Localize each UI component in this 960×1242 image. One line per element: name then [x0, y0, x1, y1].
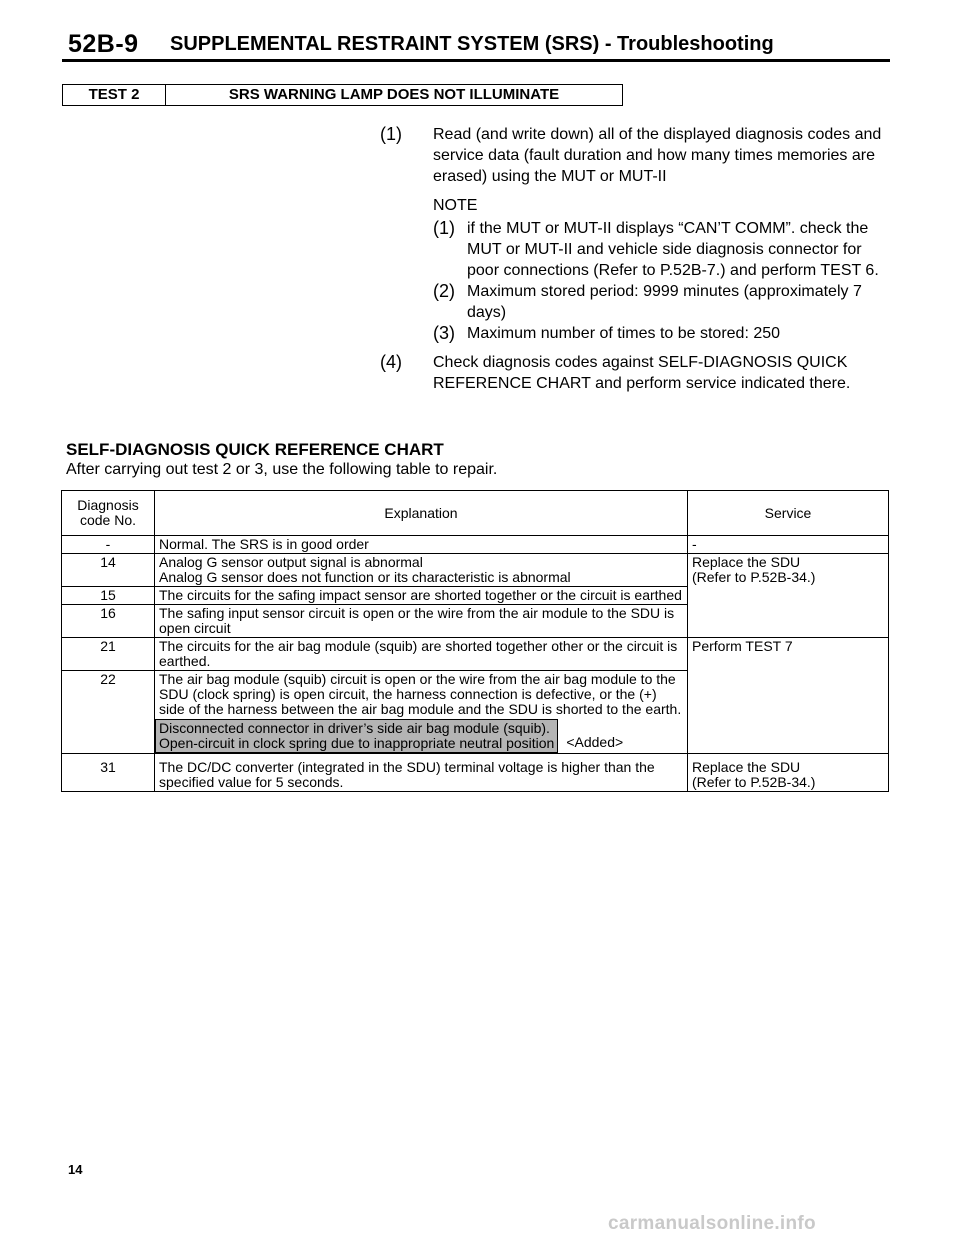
- footer-page-number: 14: [68, 1162, 83, 1177]
- code-cell: 31: [62, 754, 155, 792]
- added-highlight: [155, 719, 558, 753]
- step-text: Read (and write down) all of the displayed diagnosis codes and service data (fault duration and how many times memories are erased) using the MUT or MUT-II: [433, 126, 882, 185]
- table-row: [62, 536, 889, 554]
- page-title: SUPPLEMENTAL RESTRAINT SYSTEM (SRS) - Troubleshooting: [170, 33, 774, 55]
- explanation-cell: The circuits for the safing impact sensor are shorted together or the circuit is earthed: [155, 587, 688, 605]
- service-cell: -: [688, 536, 889, 554]
- header-divider: [62, 59, 890, 62]
- service-text: Replace the SDU (Refer to P.52B-34.): [692, 759, 816, 790]
- explanation-cell: Normal. The SRS is in good order: [155, 536, 688, 554]
- header-service: Service: [688, 491, 889, 536]
- note-item-2: [433, 281, 895, 323]
- code-cell: 15: [62, 587, 155, 605]
- service-text: Replace the SDU (Refer to P.52B-34.): [692, 554, 816, 585]
- watermark: carmanualsonline.info: [608, 1213, 816, 1234]
- note-item-1: [433, 218, 895, 281]
- service-cell: [688, 554, 889, 638]
- note-number: (3): [433, 323, 455, 343]
- explanation-text: The air bag module (squib) circuit is open or the wire from the air bag module to the SDU (clock spring) is open circuit, the harness connection is defective, or the (+) side of the harness between the air bag module and the SDU is shorted to the earth.: [159, 671, 682, 717]
- note-text: Maximum stored period: 9999 minutes (approximately 7 days): [467, 283, 862, 321]
- added-line: Disconnected connector in driver’s side air bag module (squib).: [159, 720, 550, 736]
- code-cell: 22: [62, 671, 155, 754]
- header-code: Diagnosis code No.: [62, 491, 155, 536]
- added-tag: <Added>: [566, 734, 624, 750]
- step-text: Check diagnosis codes against SELF-DIAGNOSIS QUICK REFERENCE CHART and perform service indicated there.: [433, 354, 851, 392]
- reference-chart-table: [61, 490, 889, 792]
- step-number: (4): [380, 352, 402, 372]
- service-cell: [688, 754, 889, 792]
- header-explanation: Explanation: [155, 491, 688, 536]
- explanation-line: Analog G sensor does not function or its characteristic is abnormal: [159, 569, 571, 585]
- chart-subtitle: After carrying out test 2 or 3, use the following table to repair.: [66, 461, 498, 478]
- table-row: [62, 554, 889, 587]
- chart-title: SELF-DIAGNOSIS QUICK REFERENCE CHART: [66, 440, 444, 459]
- test-name: SRS WARNING LAMP DOES NOT ILLUMINATE: [228, 86, 560, 103]
- note-text: Maximum number of times to be stored: 250: [467, 325, 781, 342]
- test-heading-box: [62, 84, 623, 106]
- table-row: [62, 754, 889, 792]
- step-1: [380, 124, 895, 187]
- step-4: [380, 352, 895, 394]
- procedure-steps: [380, 124, 895, 402]
- note-title: NOTE: [433, 197, 478, 214]
- note-block: [433, 195, 895, 344]
- code-cell: 21: [62, 638, 155, 671]
- code-cell: -: [62, 536, 155, 554]
- code-cell: 16: [62, 605, 155, 638]
- added-line: Open-circuit in clock spring due to inappropriate neutral position: [159, 735, 555, 751]
- table-row: [62, 638, 889, 671]
- explanation-cell: The safing input sensor circuit is open or the wire from the air module to the SDU is open circuit: [155, 605, 688, 638]
- table-header-row: [62, 491, 889, 536]
- page-number: 52B-9: [68, 30, 139, 58]
- explanation-cell: [155, 671, 688, 754]
- note-number: (1): [433, 218, 455, 238]
- service-cell: Perform TEST 7: [688, 638, 889, 754]
- explanation-cell: The DC/DC converter (integrated in the SDU) terminal voltage is higher than the specified value for 5 seconds.: [155, 754, 688, 792]
- test-id: TEST 2: [63, 85, 166, 105]
- step-number: (1): [380, 124, 402, 144]
- explanation-cell: The circuits for the air bag module (squib) are shorted together other or the circuit is earthed.: [155, 638, 688, 671]
- explanation-line: Analog G sensor output signal is abnormal: [159, 554, 423, 570]
- note-item-3: [433, 323, 895, 344]
- added-note: [155, 719, 683, 753]
- note-text: if the MUT or MUT-II displays “CAN’T COMM”. check the MUT or MUT-II and vehicle side diagnosis connector for poor connections (Refer to P.52B-7.) and perform TEST 6.: [467, 220, 879, 279]
- explanation-cell: [155, 554, 688, 587]
- note-number: (2): [433, 281, 455, 301]
- code-cell: 14: [62, 554, 155, 587]
